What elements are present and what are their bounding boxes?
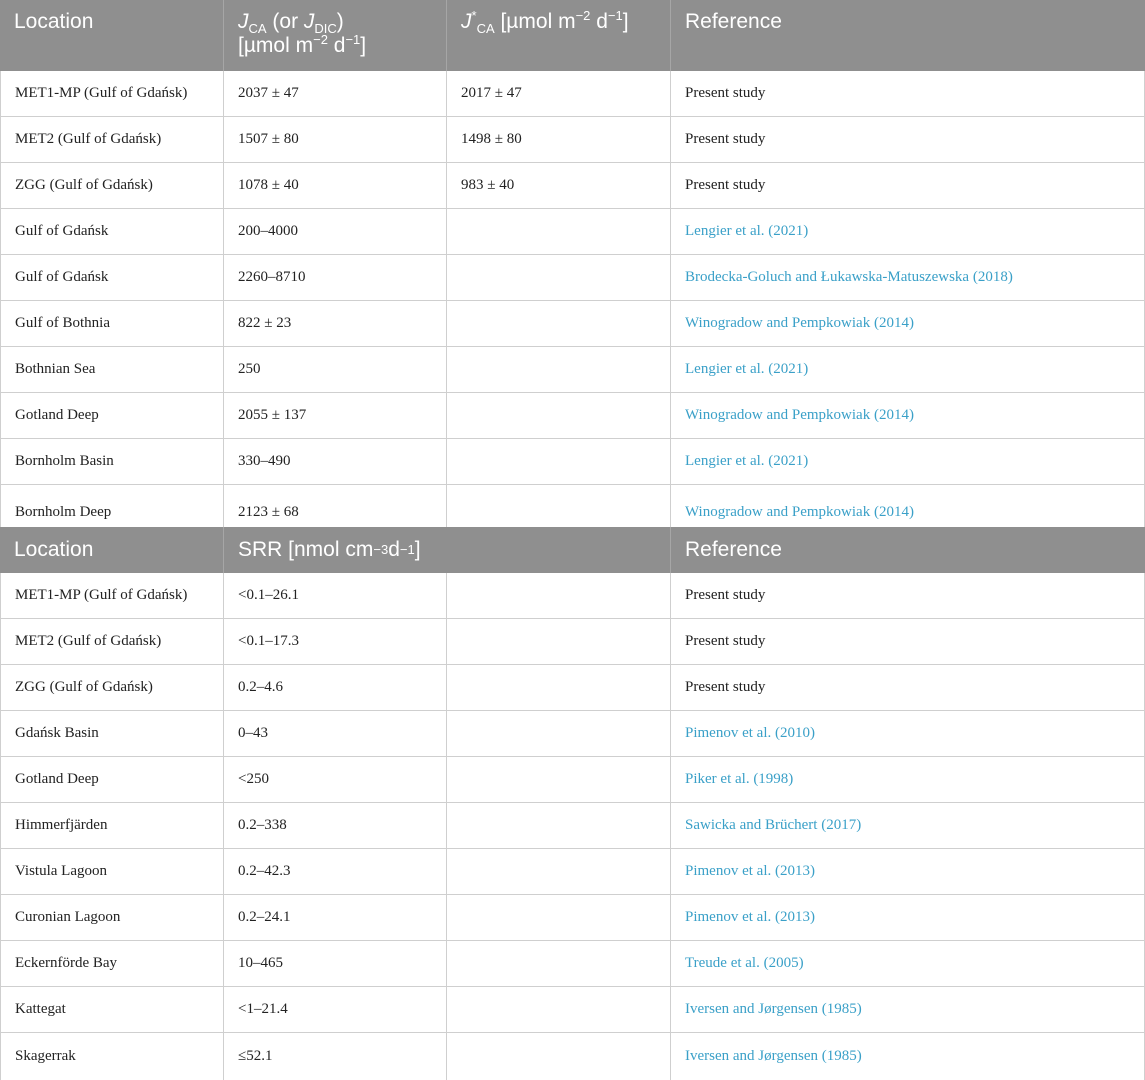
table2-header-srr: SRR [nmol cm −3 d −1 ]	[238, 538, 421, 561]
jstar-cell	[447, 209, 671, 254]
table-row	[0, 619, 1145, 665]
reference-cell: Present study	[671, 619, 1145, 664]
jstar-cell	[447, 485, 671, 527]
table-row	[0, 209, 1145, 255]
reference-cell: Present study	[671, 71, 1145, 116]
table-row	[0, 803, 1145, 849]
reference-link[interactable]: Pimenov et al. (2010)	[671, 711, 1145, 756]
location-cell: Skagerrak	[0, 1033, 224, 1080]
jca-cell: 2055 ± 137	[224, 393, 447, 438]
location-cell: Gulf of Bothnia	[0, 301, 224, 346]
jca-cell: 2123 ± 68	[224, 485, 447, 527]
jca-cell: 1507 ± 80	[224, 117, 447, 162]
reference-link[interactable]: Sawicka and Brüchert (2017)	[671, 803, 1145, 848]
empty-cell	[447, 757, 671, 802]
table1-header-reference: Reference	[685, 10, 782, 33]
srr-cell: <0.1–26.1	[224, 573, 447, 618]
location-cell: Gdańsk Basin	[0, 711, 224, 756]
location-cell: Gulf of Gdańsk	[0, 209, 224, 254]
jstar-cell	[447, 255, 671, 300]
table-row	[0, 301, 1145, 347]
location-cell: MET1-MP (Gulf of Gdańsk)	[0, 71, 224, 116]
reference-link[interactable]: Winogradow and Pempkowiak (2014)	[671, 485, 1145, 527]
location-cell: ZGG (Gulf of Gdańsk)	[0, 665, 224, 710]
srr-cell: <0.1–17.3	[224, 619, 447, 664]
table-row	[0, 485, 1145, 527]
location-cell: ZGG (Gulf of Gdańsk)	[0, 163, 224, 208]
jca-cell: 2037 ± 47	[224, 71, 447, 116]
empty-cell	[447, 711, 671, 756]
table-row	[0, 439, 1145, 485]
location-cell: Gotland Deep	[0, 393, 224, 438]
jstar-cell: 2017 ± 47	[447, 71, 671, 116]
location-cell: Kattegat	[0, 987, 224, 1032]
location-cell: MET2 (Gulf of Gdańsk)	[0, 619, 224, 664]
table1-header-jca: $J_{CA}$ (or $J_{DIC}$) [µmol $m^{-2}$ $d^{-1}$]	[224, 0, 447, 71]
location-cell: Curonian Lagoon	[0, 895, 224, 940]
location-cell: Bornholm Deep	[0, 485, 224, 527]
table-row	[0, 71, 1145, 117]
table-row	[0, 393, 1145, 439]
table-row	[0, 941, 1145, 987]
empty-cell	[447, 895, 671, 940]
table-row	[0, 711, 1145, 757]
reference-link[interactable]: Lengier et al. (2021)	[671, 347, 1145, 392]
table-row	[0, 849, 1145, 895]
jstar-cell	[447, 301, 671, 346]
jstar-cell	[447, 347, 671, 392]
table-row	[0, 347, 1145, 393]
reference-cell: Present study	[671, 665, 1145, 710]
jca-cell: 330–490	[224, 439, 447, 484]
location-cell: MET2 (Gulf of Gdańsk)	[0, 117, 224, 162]
location-cell: Bornholm Basin	[0, 439, 224, 484]
srr-cell: 0–43	[224, 711, 447, 756]
srr-cell: ≤52.1	[224, 1033, 447, 1080]
location-cell: Gulf of Gdańsk	[0, 255, 224, 300]
table-row	[0, 895, 1145, 941]
empty-cell	[447, 619, 671, 664]
location-cell: Himmerfjärden	[0, 803, 224, 848]
table-row	[0, 1033, 1145, 1080]
location-cell: Gotland Deep	[0, 757, 224, 802]
reference-cell: Present study	[671, 117, 1145, 162]
srr-cell: 0.2–4.6	[224, 665, 447, 710]
table-row	[0, 757, 1145, 803]
empty-cell	[447, 987, 671, 1032]
table1-header-location: Location	[0, 0, 224, 71]
jstar-cell	[447, 439, 671, 484]
table2-header-row	[0, 527, 1145, 573]
srr-cell: 0.2–42.3	[224, 849, 447, 894]
reference-link[interactable]: Piker et al. (1998)	[671, 757, 1145, 802]
table-row	[0, 987, 1145, 1033]
reference-link[interactable]: Iversen and Jørgensen (1985)	[671, 1033, 1145, 1080]
reference-link[interactable]: Lengier et al. (2021)	[671, 439, 1145, 484]
table2-header-empty	[447, 527, 671, 573]
reference-link[interactable]: Treude et al. (2005)	[671, 941, 1145, 986]
reference-link[interactable]: Winogradow and Pempkowiak (2014)	[671, 301, 1145, 346]
srr-cell: 0.2–338	[224, 803, 447, 848]
reference-cell: Present study	[671, 163, 1145, 208]
empty-cell	[447, 573, 671, 618]
jstar-cell: 1498 ± 80	[447, 117, 671, 162]
jca-cell: 200–4000	[224, 209, 447, 254]
jca-cell: 2260–8710	[224, 255, 447, 300]
jstar-cell	[447, 393, 671, 438]
srr-cell: <1–21.4	[224, 987, 447, 1032]
reference-link[interactable]: Lengier et al. (2021)	[671, 209, 1145, 254]
empty-cell	[447, 941, 671, 986]
reference-link[interactable]: Iversen and Jørgensen (1985)	[671, 987, 1145, 1032]
srr-cell: <250	[224, 757, 447, 802]
location-cell: Eckernförde Bay	[0, 941, 224, 986]
reference-link[interactable]: Pimenov et al. (2013)	[671, 895, 1145, 940]
srr-cell: 0.2–24.1	[224, 895, 447, 940]
jstar-cell: 983 ± 40	[447, 163, 671, 208]
table-row	[0, 117, 1145, 163]
jca-cell: 822 ± 23	[224, 301, 447, 346]
table-row	[0, 255, 1145, 301]
empty-cell	[447, 849, 671, 894]
srr-cell: 10–465	[224, 941, 447, 986]
empty-cell	[447, 665, 671, 710]
table1-header-row	[0, 0, 1145, 71]
reference-cell: Present study	[671, 573, 1145, 618]
location-cell: Vistula Lagoon	[0, 849, 224, 894]
empty-cell	[447, 803, 671, 848]
reference-link[interactable]: Brodecka-Goluch and Łukawska-Matuszewska (2018)	[671, 255, 1145, 300]
location-cell: Bothnian Sea	[0, 347, 224, 392]
jca-cell: 1078 ± 40	[224, 163, 447, 208]
table-row	[0, 573, 1145, 619]
reference-link[interactable]: Winogradow and Pempkowiak (2014)	[671, 393, 1145, 438]
table-row	[0, 163, 1145, 209]
location-cell: MET1-MP (Gulf of Gdańsk)	[0, 573, 224, 618]
table2-header-reference: Reference	[685, 538, 782, 561]
table-row	[0, 665, 1145, 711]
table1-header-jstar: $J^*_{CA}$ [µmol $m^{-2}$ $d^{-1}$]	[447, 0, 671, 71]
reference-link[interactable]: Pimenov et al. (2013)	[671, 849, 1145, 894]
table2-header-location: Location	[0, 527, 224, 573]
jca-cell: 250	[224, 347, 447, 392]
empty-cell	[447, 1033, 671, 1080]
